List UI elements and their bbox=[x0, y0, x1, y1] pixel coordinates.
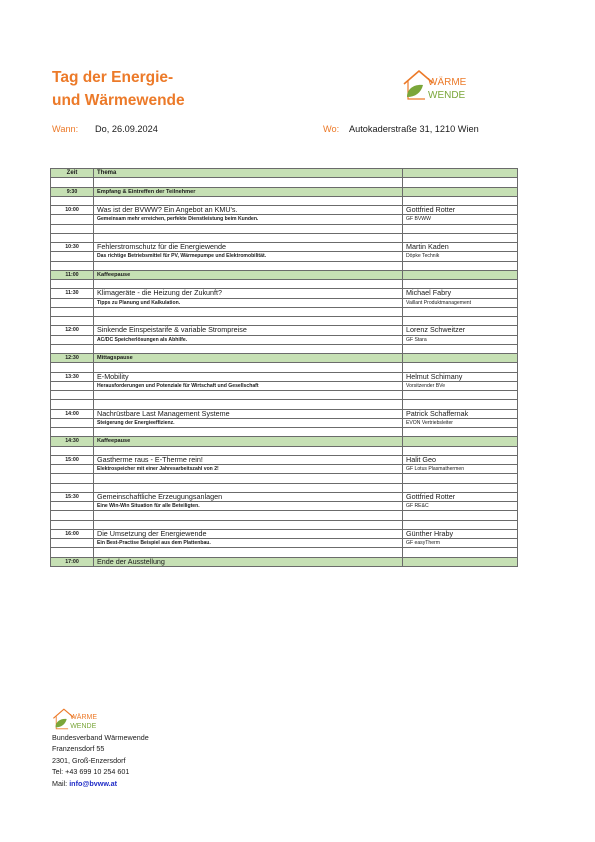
break-row bbox=[51, 557, 518, 566]
logo-line-2: WENDE bbox=[428, 90, 466, 101]
time-cell: 15:30 bbox=[51, 492, 94, 501]
talk-detail-row bbox=[51, 298, 518, 307]
break-row bbox=[51, 187, 518, 196]
talk-description: Herausforderungen und Potenziale für Wirtschaft und Gesellschaft bbox=[94, 381, 403, 390]
time-cell bbox=[51, 233, 94, 242]
break-row bbox=[51, 437, 518, 446]
logo-line-1: WÄRME bbox=[70, 714, 98, 721]
talk-row bbox=[51, 206, 518, 215]
talk-title: Fehlerstromschutz für die Energiewende bbox=[94, 243, 403, 252]
time-cell: 12:30 bbox=[51, 354, 94, 363]
spacer-row bbox=[51, 344, 518, 353]
topic-cell bbox=[94, 363, 403, 372]
talk-description: Gemeinsam mehr erreichen, perfekte Dienstleistung beim Kunden. bbox=[94, 215, 403, 224]
speaker-cell bbox=[403, 483, 518, 492]
agenda-table bbox=[50, 168, 518, 567]
time-cell: 12:00 bbox=[51, 326, 94, 335]
speaker-role: GF easyTherm bbox=[403, 539, 518, 548]
speaker-cell bbox=[403, 446, 518, 455]
speaker-cell bbox=[403, 261, 518, 270]
speaker-role: GF Stara bbox=[403, 335, 518, 344]
topic-cell bbox=[94, 391, 403, 400]
location-block bbox=[323, 124, 339, 134]
speaker-role: EVON Vertriebsleiter bbox=[403, 418, 518, 427]
time-cell bbox=[51, 224, 94, 233]
time-cell bbox=[51, 317, 94, 326]
talk-title: E-Mobility bbox=[94, 372, 403, 381]
speaker-name: Gottfried Rotter bbox=[403, 492, 518, 501]
topic-cell bbox=[94, 446, 403, 455]
spacer-row bbox=[51, 446, 518, 455]
spacer-row bbox=[51, 548, 518, 557]
break-label: Ende der Ausstellung bbox=[94, 557, 403, 566]
talk-title: Die Umsetzung der Energiewende bbox=[94, 529, 403, 538]
speaker-cell bbox=[403, 511, 518, 520]
speaker-cell bbox=[403, 280, 518, 289]
speaker-cell bbox=[403, 557, 518, 566]
speaker-name: Lorenz Schweitzer bbox=[403, 326, 518, 335]
speaker-cell bbox=[403, 354, 518, 363]
talk-detail-row bbox=[51, 252, 518, 261]
topic-cell bbox=[94, 344, 403, 353]
time-cell bbox=[51, 307, 94, 316]
talk-title: Was ist der BVWW? Ein Angebot an KMU's. bbox=[94, 206, 403, 215]
time-cell bbox=[51, 418, 94, 427]
spacer-row bbox=[51, 307, 518, 316]
speaker-name: Helmut Schimany bbox=[403, 372, 518, 381]
talk-row bbox=[51, 529, 518, 538]
talk-detail-row bbox=[51, 418, 518, 427]
topic-column-header: Thema bbox=[94, 169, 403, 178]
footer-city: 2301, Groß-Enzersdorf bbox=[52, 755, 126, 765]
spacer-row bbox=[51, 261, 518, 270]
time-cell: 10:00 bbox=[51, 206, 94, 215]
break-row bbox=[51, 270, 518, 279]
speaker-cell bbox=[403, 363, 518, 372]
title-line-2: und Wärmewende bbox=[52, 92, 185, 109]
time-cell: 9:30 bbox=[51, 187, 94, 196]
speaker-name: Gottfried Rotter bbox=[403, 206, 518, 215]
logo-line-1: WÄRME bbox=[428, 77, 467, 88]
spacer-row bbox=[51, 474, 518, 483]
time-cell: 16:00 bbox=[51, 529, 94, 538]
footer-org: Bundesverband Wärmewende bbox=[52, 733, 149, 742]
spacer-row bbox=[51, 511, 518, 520]
date-value: Do, 26.09.2024 bbox=[95, 124, 158, 134]
topic-cell bbox=[94, 474, 403, 483]
speaker-role: GF Lotus Plasmathermen bbox=[403, 465, 518, 474]
time-cell bbox=[51, 511, 94, 520]
talk-detail-row bbox=[51, 539, 518, 548]
time-cell bbox=[51, 502, 94, 511]
time-cell: 14:30 bbox=[51, 437, 94, 446]
break-label: Mittagspause bbox=[94, 354, 403, 363]
talk-title: Sinkende Einspeistarife & variable Strompreise bbox=[94, 326, 403, 335]
talk-description: Das richtige Betriebsmittel für PV, Wärmepumpe und Elektromobilität. bbox=[94, 252, 403, 261]
speaker-role: Vorsitzender BVe bbox=[403, 381, 518, 390]
date-label: Wann: bbox=[52, 124, 79, 134]
time-cell bbox=[51, 483, 94, 492]
topic-cell bbox=[94, 511, 403, 520]
time-column-header: Zeit bbox=[51, 169, 94, 178]
time-cell bbox=[51, 261, 94, 270]
time-cell bbox=[51, 335, 94, 344]
time-cell bbox=[51, 363, 94, 372]
talk-description: Ein Best-Practise Beispiel aus dem Plattenbau. bbox=[94, 539, 403, 548]
time-cell bbox=[51, 178, 94, 187]
time-cell bbox=[51, 280, 94, 289]
speaker-cell bbox=[403, 400, 518, 409]
speaker-role: Vaillant Produktmanagement bbox=[403, 298, 518, 307]
location-value: Autokaderstraße 31, 1210 Wien bbox=[349, 124, 479, 134]
talk-row bbox=[51, 243, 518, 252]
spacer-row bbox=[51, 483, 518, 492]
waermewende-logo bbox=[402, 68, 482, 102]
waermewende-logo-footer bbox=[52, 706, 108, 732]
spacer-row bbox=[51, 317, 518, 326]
talk-row bbox=[51, 455, 518, 464]
talk-title: Klimageräte - die Heizung der Zukunft? bbox=[94, 289, 403, 298]
talk-row bbox=[51, 409, 518, 418]
spacer-row bbox=[51, 196, 518, 205]
topic-cell bbox=[94, 483, 403, 492]
table-header-row bbox=[51, 169, 518, 178]
time-cell: 10:30 bbox=[51, 243, 94, 252]
break-label: Kaffeepause bbox=[94, 270, 403, 279]
break-label: Kaffeepause bbox=[94, 437, 403, 446]
talk-description: Elektrospeicher mit einer Jahresarbeitszahl von 2! bbox=[94, 465, 403, 474]
topic-cell bbox=[94, 307, 403, 316]
speaker-cell bbox=[403, 270, 518, 279]
speaker-name: Halit Geo bbox=[403, 455, 518, 464]
speaker-cell bbox=[403, 196, 518, 205]
time-cell bbox=[51, 474, 94, 483]
speaker-name: Günther Hraby bbox=[403, 529, 518, 538]
speaker-cell bbox=[403, 437, 518, 446]
talk-detail-row bbox=[51, 335, 518, 344]
time-cell: 15:00 bbox=[51, 455, 94, 464]
topic-cell bbox=[94, 428, 403, 437]
speaker-cell bbox=[403, 344, 518, 353]
talk-row bbox=[51, 289, 518, 298]
footer-mail-label: Mail: bbox=[52, 778, 68, 788]
spacer-row bbox=[51, 520, 518, 529]
speaker-cell bbox=[403, 307, 518, 316]
speaker-cell bbox=[403, 187, 518, 196]
talk-detail-row bbox=[51, 465, 518, 474]
talk-detail-row bbox=[51, 381, 518, 390]
speaker-column-header bbox=[403, 169, 518, 178]
time-cell: 14:00 bbox=[51, 409, 94, 418]
talk-detail-row bbox=[51, 215, 518, 224]
time-cell: 17:00 bbox=[51, 557, 94, 566]
logo-line-2: WENDE bbox=[70, 723, 97, 731]
topic-cell bbox=[94, 224, 403, 233]
spacer-row bbox=[51, 363, 518, 372]
time-cell bbox=[51, 539, 94, 548]
spacer-row bbox=[51, 428, 518, 437]
time-cell bbox=[51, 298, 94, 307]
speaker-cell bbox=[403, 317, 518, 326]
agenda-body bbox=[51, 169, 518, 567]
speaker-role: GF BVWW bbox=[403, 215, 518, 224]
time-cell bbox=[51, 344, 94, 353]
time-cell: 13:30 bbox=[51, 372, 94, 381]
time-cell bbox=[51, 446, 94, 455]
speaker-role: GF RE&C bbox=[403, 502, 518, 511]
talk-description: AC/DC Speicherlösungen als Abhilfe. bbox=[94, 335, 403, 344]
talk-description: Tipps zu Planung und Kalkulation. bbox=[94, 298, 403, 307]
talk-row bbox=[51, 372, 518, 381]
location-label: Wo: bbox=[323, 124, 340, 134]
title-line-1: Tag der Energie- bbox=[52, 69, 174, 86]
time-cell: 11:30 bbox=[51, 289, 94, 298]
topic-cell bbox=[94, 196, 403, 205]
footer-mail bbox=[52, 778, 149, 789]
speaker-name: Martin Kaden bbox=[403, 243, 518, 252]
speaker-name: Patrick Schaffernak bbox=[403, 409, 518, 418]
topic-cell bbox=[94, 261, 403, 270]
break-label: Empfang & Eintreffen der Teilnehmer bbox=[94, 187, 403, 196]
speaker-cell bbox=[403, 520, 518, 529]
topic-cell bbox=[94, 280, 403, 289]
speaker-role: Döpke Technik bbox=[403, 252, 518, 261]
spacer-row bbox=[51, 391, 518, 400]
speaker-cell bbox=[403, 178, 518, 187]
talk-title: Gastherme raus - E-Therme rein! bbox=[94, 455, 403, 464]
talk-description: Steigerung der Energieeffizienz. bbox=[94, 418, 403, 427]
speaker-cell bbox=[403, 391, 518, 400]
spacer-row bbox=[51, 280, 518, 289]
time-cell bbox=[51, 391, 94, 400]
footer-mail-link[interactable]: info@bvww.at bbox=[69, 778, 118, 788]
topic-cell bbox=[94, 317, 403, 326]
time-cell bbox=[51, 196, 94, 205]
time-cell bbox=[51, 428, 94, 437]
time-cell bbox=[51, 400, 94, 409]
time-cell bbox=[51, 215, 94, 224]
talk-title: Nachrüstbare Last Management Systeme bbox=[94, 409, 403, 418]
speaker-cell bbox=[403, 474, 518, 483]
speaker-cell bbox=[403, 224, 518, 233]
talk-title: Gemeinschaftliche Erzeugungsanlagen bbox=[94, 492, 403, 501]
spacer-row bbox=[51, 178, 518, 187]
talk-description: Eine Win-Win Situation für alle Beteiligten. bbox=[94, 502, 403, 511]
time-cell bbox=[51, 548, 94, 557]
speaker-cell bbox=[403, 428, 518, 437]
topic-cell bbox=[94, 178, 403, 187]
time-cell: 11:00 bbox=[51, 270, 94, 279]
time-cell bbox=[51, 252, 94, 261]
speaker-cell bbox=[403, 233, 518, 242]
talk-detail-row bbox=[51, 502, 518, 511]
spacer-row bbox=[51, 400, 518, 409]
leaf-icon bbox=[56, 719, 67, 728]
break-row bbox=[51, 354, 518, 363]
time-cell bbox=[51, 465, 94, 474]
spacer-row bbox=[51, 224, 518, 233]
time-cell bbox=[51, 520, 94, 529]
topic-cell bbox=[94, 233, 403, 242]
time-cell bbox=[51, 381, 94, 390]
date-block bbox=[52, 124, 78, 134]
topic-cell bbox=[94, 520, 403, 529]
topic-cell bbox=[94, 548, 403, 557]
talk-row bbox=[51, 492, 518, 501]
spacer-row bbox=[51, 233, 518, 242]
topic-cell bbox=[94, 400, 403, 409]
talk-row bbox=[51, 326, 518, 335]
speaker-name: Michael Fabry bbox=[403, 289, 518, 298]
footer-address bbox=[52, 732, 149, 789]
leaf-icon bbox=[407, 85, 423, 97]
footer-phone: Tel: +43 699 10 254 601 bbox=[52, 767, 130, 777]
footer-street: Franzensdorf 55 bbox=[52, 744, 105, 754]
page-title bbox=[52, 66, 185, 112]
speaker-cell bbox=[403, 548, 518, 557]
